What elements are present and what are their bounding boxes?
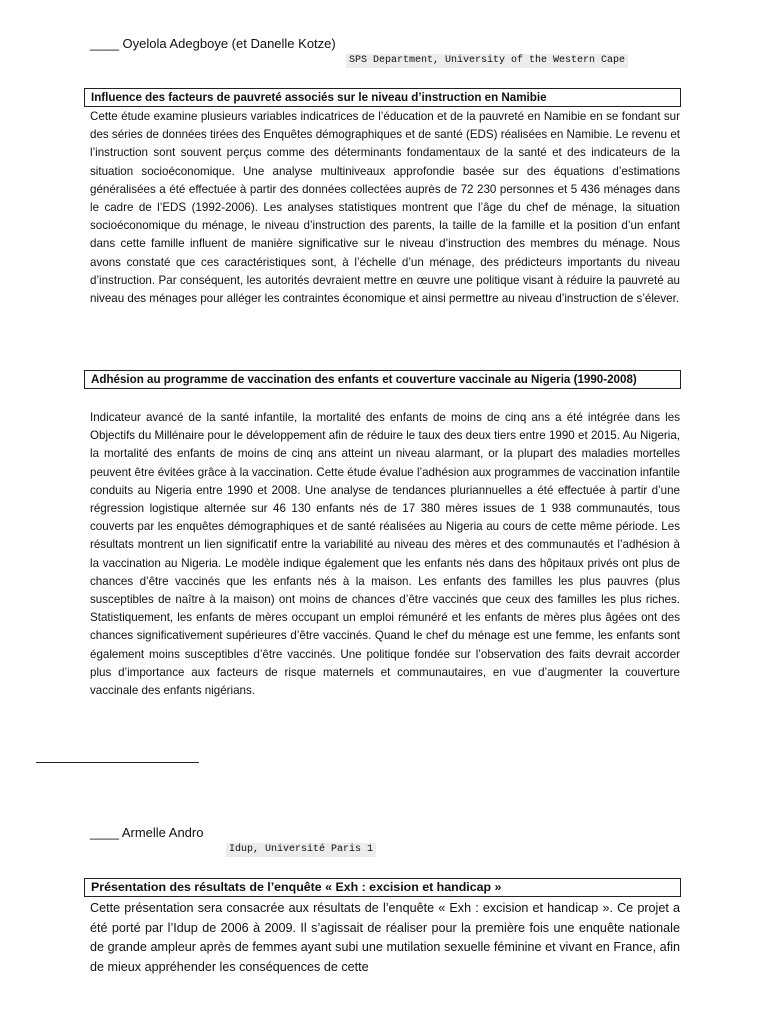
affiliation: SPS Department, University of the Western Cape bbox=[346, 54, 628, 68]
abstract-text: Cette présentation sera consacrée aux résultats de l’enquête « Exh : excision et handicap ». Ce projet a été porté par l’Idup de 2006 à 2009. Il s’agissait de réaliser pour la première fois une enquête nationale de grande ampleur après de femmes ayant subi une mutilation sexuelle féminine et vivant en France, afin de mieux appréhender les conséquences de cette bbox=[90, 901, 680, 974]
abstract-text: Cette étude examine plusieurs variables indicatrices de l’éducation et de la pauvreté en Namibie en se fondant sur des séries de données tirées des Enquêtes démographiques et de santé (EDS) réalisées en Namibie. Le revenu et l’instruction sont souvent perçus comme des déterminants fondamentaux de la santé et des indicateurs de la situation socioéconomique. Une analyse multiniveaux approfondie basée sur des équations d’estimations généralisées a été effectuée à partir des données collectées auprès de 72 230 personnes et 5 436 ménages dans le cadre de l’EDS (1992-2006). Les analyses statistiques montrent que l’âge du chef de ménage, la situation socioéconomique du ménage, le niveau d’instruction des parents, la taille de la famille et la position d’un enfant dans cette famille influent de manière significative sur le niveau d’instruction des membres du ménage. Nous avons constaté que ces caractéristiques sont, à l’échelle d’un ménage, des prédicteurs importants du niveau d’instruction. Par conséquent, les autorités devraient mettre en œuvre une politique visant à réduire la pauvreté au niveau des ménages pour alléger les contraintes économique et ainsi permettre au niveau d’instruction de s’élever. bbox=[90, 110, 680, 306]
abstract-title: Présentation des résultats de l’enquête « Exh : excision et handicap » bbox=[84, 878, 681, 897]
author-line: ____ Oyelola Adegboye (et Danelle Kotze) bbox=[90, 36, 336, 51]
abstract-text: Indicateur avancé de la santé infantile, la mortalité des enfants de moins de cinq ans a été intégrée dans les Objectifs du Millénaire pour le développement afin de réduire le taux des deux tiers entre 1990 et 2015. Au Nigeria, la mortalité des enfants de moins de cinq ans atteint un niveau alarmant, or la plupart des maladies mortelles peuvent être évitées grâce à la vaccination. Cette étude évalue l’adhésion aux programmes de vaccination infantile conduits au Nigeria entre 1990 et 2008. Une analyse de tendances pluriannuelles a été effectuée à partir d’une régression logistique alternée sur 46 130 enfants nés de 17 380 mères issues de 1 938 communautés, tous couverts par les enquêtes démographiques et de santé réalisées au Nigeria au cours de cette même période. Les résultats montrent un lien significatif entre la variabilité au niveau des mères et des communautés et l’adhésion à la vaccination au Nigeria. Le modèle indique également que les enfants nés dans des hôpitaux privés ont plus de chances d’être vaccinés que les enfants nés à la maison. Les enfants des familles les plus pauvres (plus susceptibles de naître à la maison) ont moins de chances d’être vaccinés que ceux des familles les plus riches. Statistiquement, les enfants de mères occupant un emploi rémunéré et les enfants de mères plus âgées ont des chances significativement supérieures d’être vaccinés. Quand le chef du ménage est une femme, les enfants sont également moins susceptibles d’être vaccinés. Une politique fondée sur l’observation des faits devrait accorder plus d’importance aux facteurs de risque maternels et communautaires, en vue d’augmenter la couverture vaccinale des enfants nigérians. bbox=[90, 411, 680, 698]
affiliation: Idup, Université Paris 1 bbox=[226, 843, 376, 857]
author-line: ____ Armelle Andro bbox=[90, 825, 204, 840]
section-divider bbox=[36, 762, 199, 763]
abstract-title: Influence des facteurs de pauvreté associés sur le niveau d’instruction en Namibie bbox=[84, 88, 681, 107]
abstract-title: Adhésion au programme de vaccination des enfants et couverture vaccinale au Nigeria (1990-2008) bbox=[84, 370, 681, 389]
